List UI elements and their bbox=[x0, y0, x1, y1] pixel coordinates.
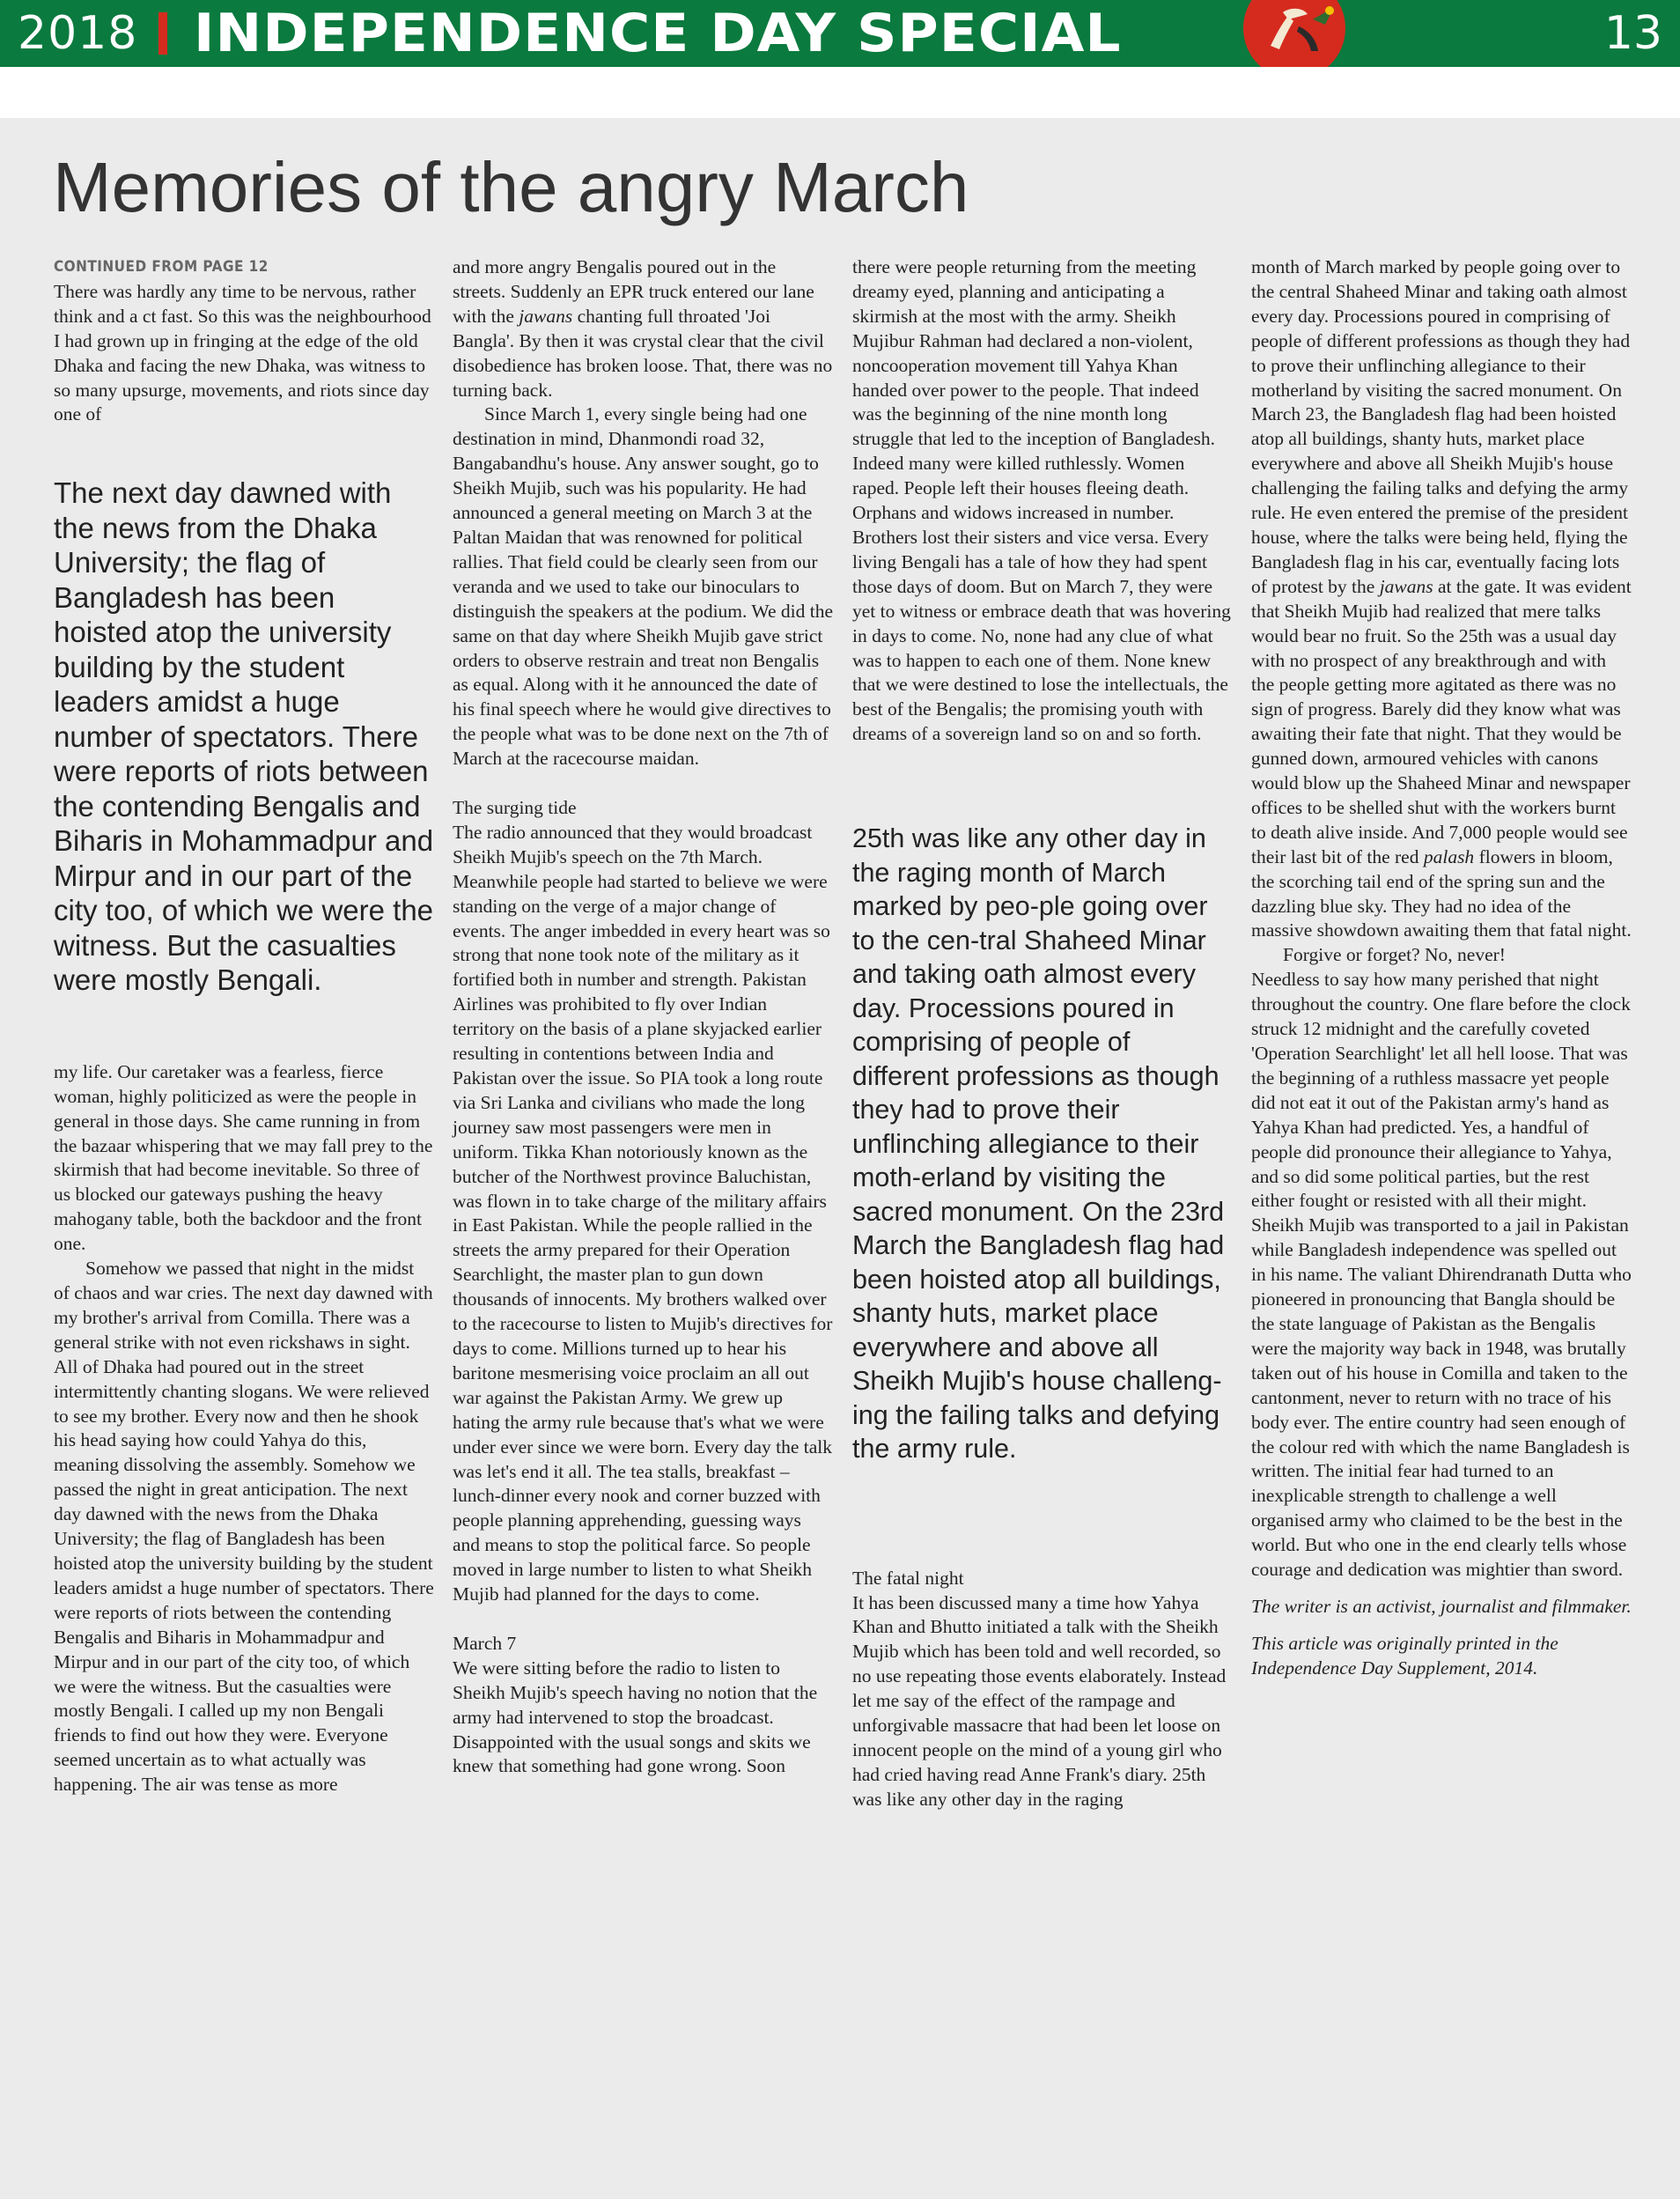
paragraph: Needless to say how many perished that night throughout the country. One flare before the clock struck 12 midnight and the carefully coveted 'Operation Searchlight' let all hell loose. That was the beginning of a ruthless massacre yet people did not eat it out of the Pakistan army's hand as Yahya Khan had predicted. Yes, a handful of people did pronounce their allegiance to Yahya, and so did some political parties, but the rest either fought or resisted with all their might. Sheikh Mujib was transported to a jail in Pakistan while Bangladesh independence was spelled out in his name. The valiant Dhirendranath Dutta who pioneered in pronouncing that Bangla should be the state language of Pakistan as the Bengalis were the majority way back in 1948, was brutally taken out of his house in Comilla and taken to the cantonment, never to return with no trace of his body ever. The entire country had seen enough of the colour red with which the name Bangladesh is written. The initial fear had turned to an inexplicable strength to challenge a well organised army who claimed to be the best in the world. But who one in the end clearly tells whose courage and dedication was mightier than sword. bbox=[1251, 969, 1632, 1581]
headline: Memories of the angry March bbox=[53, 148, 969, 226]
emphasis: jawans bbox=[519, 305, 573, 327]
issue-year: 2018 bbox=[18, 7, 138, 60]
author-note: The writer is an activist, journalist and filmmaker. bbox=[1251, 1595, 1632, 1617]
independence-emblem-icon bbox=[1184, 0, 1404, 67]
column-4 bbox=[1251, 255, 1632, 1681]
paragraph: There was hardly any time to be nervous, rather think and a ct fast. So this was the neighbourhood I had grown up in fringing at the edge of the old Dhaka and facing the new Dhaka, was witness to so many upsurge, movements, and riots since day one of bbox=[54, 280, 431, 425]
paragraph: The radio announced that they would broadcast Sheikh Mujib's speech on the 7th March. Meanwhile people had started to believe we were standing on the verge of a major change of events. The anger imbedded in every heart was so strong that none took note of the military as it fortified both in number and strength. Pakistan Airlines was prohibited to fly over Indian territory on the basis of a plane skyjacked earlier resulting in contentions between India and Pakistan over the issue. So PIA took a long route via Sri Lanka and civilians who made the long journey saw most passengers were men in uniform. Tikka Khan notoriously known as the butcher of the Northwest province Baluchistan, was flown in to take charge of the military affairs in East Pakistan. While the people rallied in the streets the army prepared for their Operation Searchlight, the master plan to gun down thousands of innocents. My brothers walked over to the racecourse to listen to Mujib's directives for days to come. Millions turned up to hear his baritone mesmerising voice proclaim an all out war against the Pakistan Army. We grew up hating the army rule because that's what we were under ever since we were born. Every day the talk was let's end it all. The tea stalls, breakfast –lunch-dinner every nook and corner buzzed with people planning apprehending, guessing ways and means to stop the political farce. So people moved in large number to listen to what Sheikh Mujib had planned for the days to come. bbox=[453, 821, 833, 1605]
pull-quote: 25th was like any other day in the raging month of March marked by peo-ple going over to the cen-tral Shaheed Minar and taking oath almost every day. Processions poured in comprising of people of different professions as though they had to prove their unflinching allegiance to their moth-erland by visiting the sacred monument. On the 23rd March the Bangladesh flag had been hoisted atop all buildings, shanty huts, market place everywhere and above all Sheikh Mujib's house challeng-ing the failing talks and defying the army rule. bbox=[852, 823, 1225, 1465]
emphasis: palash bbox=[1423, 845, 1475, 867]
column-3 bbox=[852, 255, 1233, 1812]
subheading: The fatal night bbox=[852, 1567, 964, 1589]
paragraph: month of March marked by people going over to the central Shaheed Minar and taking oath almost every day. Processions poured in comprising of people of different professions as though they had to prove their unflinching allegiance to their motherland by visiting the sacred monument. On March 23, the Bangladesh flag had been hoisted atop all buildings, shanty huts, market place everywhere and above all Sheikh Mujib's house challenging the failing talks and defying the army rule. He even entered the premise of the president house, where the talks were being held, flying the Bangladesh flag in his car, eventually facing lots of protest by the jawans at the gate. It was evident that Sheikh Mujib had realized that mere talks would bear no fruit. So the 25th was a usual day with no prospect of any breakthrough and with the people getting more agitated as there was no sign of progress. Barely did they know what was awaiting their fate that night. That they would be gunned down, armoured vehicles with canons would blow up the Shaheed Minar and newspaper offices to be shelled shut with the workers burnt to death alive inside. And 7,000 people would see their last bit of the red palash flowers in bloom, the scorching tail end of the spring sun and the dazzling blue sky. They had no idea of the massive showdown awaiting them that fatal night. bbox=[1251, 256, 1632, 941]
paragraph: Forgive or forget? No, never! bbox=[1283, 944, 1506, 966]
column-1 bbox=[54, 255, 434, 1797]
pull-quote: The next day dawned with the news from the Dhaka University; the flag of Bangladesh has been hoisted atop the university building by the student leaders amidst a huge number of spectators. There were reports of riots between the contending Bengalis and Biharis in Mohammadpur and Mirpur and in our part of the city too, of which we were the witness. But the casualties were mostly Bengali. bbox=[54, 476, 434, 997]
paragraph: my life. Our caretaker was a fearless, fierce woman, highly politicized as were the people in general in those days. She came running in from the bazaar whispering that we may fall prey to the skirmish that had become inevitable. So three of us blocked our gateways pushing the heavy mahogany table, both the backdoor and the front one. bbox=[54, 1060, 433, 1255]
paragraph: Somehow we passed that night in the midst of chaos and war cries. The next day dawned with my brother's arrival from Comilla. There was a general strike with not even rickshaws in sight. All of Dhaka had poured out in the street intermittently chanting slogans. We were relieved to see my brother. Every now and then he shook his head saying how could Yahya do this, meaning dissolving the assembly. Somehow we passed the night in great anticipation. The next day dawned with the news from the Dhaka University; the flag of Bangladesh has been hoisted atop the university building by the student leaders amidst a huge number of spectators. There were reports of riots between the contending Bengalis and Biharis in Mohammadpur and Mirpur and in our part of the city too, of which we were the witness. But the casualties were mostly Bengali. I called up my non Bengali friends to find out how they were. Everyone seemed uncertain as to what actually was happening. The air was tense as more bbox=[54, 1258, 434, 1796]
paragraph: We were sitting before the radio to listen to Sheikh Mujib's speech having no notion that the army had intervened to stop the broadcast. Disappointed with the usual songs and skits we knew that something had gone wrong. Soon bbox=[453, 1657, 818, 1777]
source-note: This article was originally printed in the Independence Day Supplement, 2014. bbox=[1251, 1632, 1558, 1679]
banner-divider bbox=[158, 12, 167, 55]
paragraph: It has been discussed many a time how Yahya Khan and Bhutto initiated a talk with the Sheikh Mujib which has been told and well recorded, so no use repeating those events elaborately. Instead let me say of the effect of the rampage and unforgivable massacre that had been let loose on innocent people on the mind of a young girl who had cried having read Anne Frank's diary. 25th was like any other day in the raging bbox=[852, 1591, 1227, 1810]
column-2 bbox=[453, 255, 833, 1779]
subheading: March 7 bbox=[453, 1632, 517, 1654]
emphasis: jawans bbox=[1379, 575, 1433, 597]
page-number: 13 bbox=[1603, 7, 1662, 60]
continued-kicker: CONTINUED FROM PAGE 12 bbox=[54, 258, 269, 276]
paragraph: Since March 1, every single being had one destination in mind, Dhanmondi road 32, Bangabandhu's house. Any answer sought, go to Sheikh Mujib, such was his popularity. He had announced a general meeting on March 3 at the Paltan Maidan that was renowned for political rallies. That field could be clearly seen from our veranda and we used to take our binoculars to distinguish the speakers at the podium. We did the same on that day where Sheikh Mujib gave strict orders to observe restrain and treat non Bengalis as equal. Along with it he announced the date of his final speech where he would give directives to the people what was to be done next on the 7th of March at the racecourse maidan. bbox=[453, 403, 833, 770]
paragraph: and more angry Bengalis poured out in the streets. Suddenly an EPR truck entered our lane with the jawans chanting full throated 'Joi Bangla'. By then it was crystal clear that the civil disobedience has broken loose. That, there was no turning back. bbox=[453, 256, 833, 401]
paragraph: there were people returning from the meeting dreamy eyed, planning and anticipating a skirmish at the most with the army. Sheikh Mujibur Rahman had declared a non-violent, noncooperation movement till Yahya Khan handed over power to the people. That indeed was the beginning of the nine month long struggle that led to the inception of Bangladesh. Indeed many were killed ruthlessly. Women raped. People left their houses fleeing death. Orphans and widows increased in number. Brothers lost their sisters and vice versa. Every living Bengali has a tale of how they had spent those days of doom. But on March 7, they were yet to witness or embrace death that was hovering in days to come. No, none had any clue of what was to happen to each one of them. None knew that we were destined to lose the intellectuals, the best of the Bengalis; the promising youth with dreams of a sovereign land so on and so forth. bbox=[852, 256, 1231, 745]
section-title: INDEPENDENCE DAY SPECIAL bbox=[194, 3, 1122, 64]
section-banner bbox=[0, 0, 1680, 67]
subheading: The surging tide bbox=[453, 797, 577, 819]
header-strip bbox=[0, 67, 1680, 118]
